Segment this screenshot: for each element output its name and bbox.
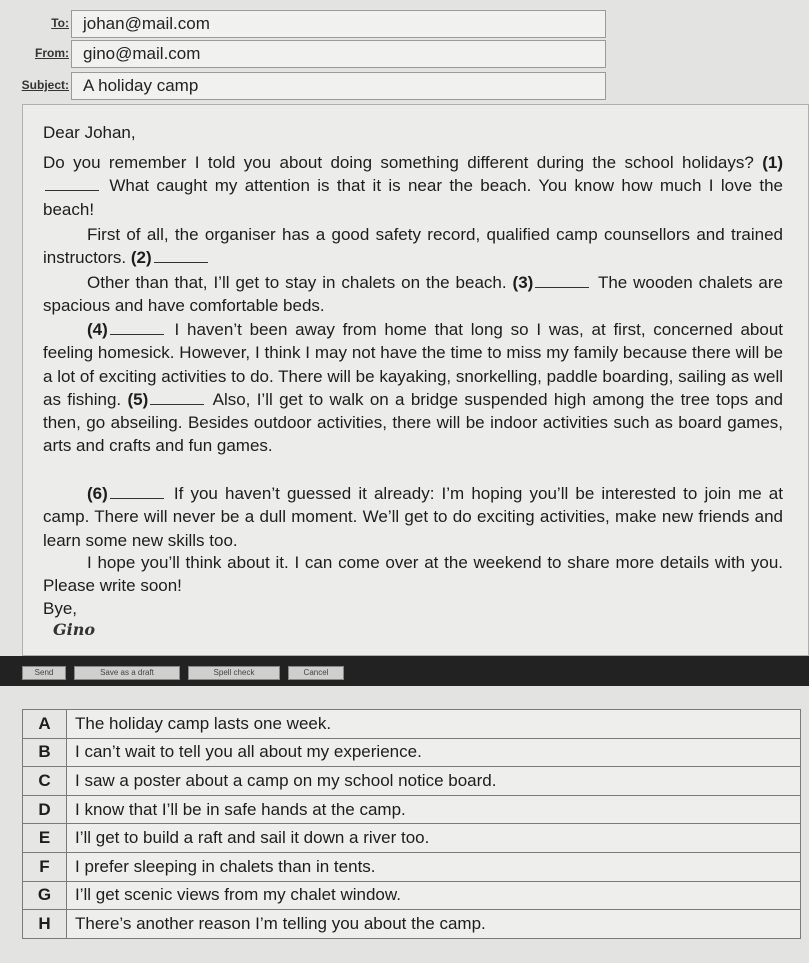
- gap-2-blank[interactable]: [154, 261, 208, 263]
- paragraph-3-text-a: Other than that, I’ll get to stay in chalets on the beach.: [87, 273, 507, 292]
- gap-1-blank[interactable]: [45, 189, 99, 191]
- option-letter: G: [23, 881, 67, 910]
- option-letter: B: [23, 738, 67, 767]
- paragraph-4-text-b: Also, I’ll get to walk on a bridge suspended high among the tree tops and then, go abseiling. Besides outdoor activities, there will be indoor activities such as board games, arts and crafts and fun games.: [43, 389, 783, 456]
- option-letter: C: [23, 767, 67, 796]
- subject-row: [0, 72, 809, 100]
- paragraph-4-text-a: I haven’t been away from home that long so I was, at first, concerned about feeling homesick. However, I think I may not have the time to miss my family because there will be a lot of exciting activities to do. There will be kayaking, snorkelling, paddle boarding, sailing as well as fishing.: [43, 320, 783, 409]
- subject-field[interactable]: A holiday camp: [71, 72, 606, 100]
- paragraph-3-text-b: The wooden chalets are spacious and have comfortable beds.: [43, 273, 783, 316]
- option-row: [23, 710, 801, 739]
- signature: Gino: [53, 620, 96, 639]
- subject-label: Subject:: [21, 78, 69, 92]
- gap-3-number: (3): [512, 273, 534, 292]
- option-text: I’ll get to build a raft and sail it down a river too.: [67, 824, 801, 853]
- gap-2-number: (2): [130, 248, 152, 268]
- option-row: [23, 767, 801, 796]
- paragraph-4: [43, 318, 783, 458]
- to-label: To:: [51, 16, 69, 30]
- from-label: From:: [35, 46, 69, 60]
- option-letter: D: [23, 795, 67, 824]
- option-row: [23, 795, 801, 824]
- gap-5-blank[interactable]: [150, 403, 204, 405]
- option-row: [23, 824, 801, 853]
- to-field[interactable]: johan@mail.com: [71, 10, 606, 38]
- from-row: [0, 40, 809, 68]
- gap-3-blank[interactable]: [535, 286, 589, 288]
- gap-6-number: (6): [87, 484, 108, 503]
- gap-4-number: (4): [87, 320, 108, 339]
- gap-5-number: (5): [127, 389, 149, 409]
- send-button[interactable]: Send: [22, 666, 66, 680]
- option-text: I saw a poster about a camp on my school notice board.: [67, 767, 801, 796]
- option-text: I can’t wait to tell you all about my experience.: [67, 738, 801, 767]
- option-row: [23, 852, 801, 881]
- greeting: Dear Johan,: [43, 123, 136, 142]
- gap-6-blank[interactable]: [110, 497, 164, 499]
- option-text: I prefer sleeping in chalets than in tents.: [67, 852, 801, 881]
- cancel-button[interactable]: Cancel: [288, 666, 344, 680]
- paragraph-5-text: If you haven’t guessed it already: I’m hoping you’ll be interested to join me at camp. There will never be a dull moment. We’ll get to do exciting activities, make new friends and learn some new skills too.: [43, 484, 783, 550]
- paragraph-2-text: First of all, the organiser has a good safety record, qualified camp counsellors and trained instructors.: [43, 225, 783, 268]
- paragraph-1-text-a: Do you remember I told you about doing something different during the school holidays?: [43, 153, 754, 172]
- option-row: [23, 738, 801, 767]
- option-text: I’ll get scenic views from my chalet window.: [67, 881, 801, 910]
- option-text: The holiday camp lasts one week.: [67, 710, 801, 739]
- paragraph-1: [43, 151, 783, 221]
- message-body[interactable]: [22, 104, 809, 656]
- email-toolbar: [0, 656, 809, 686]
- from-field[interactable]: gino@mail.com: [71, 40, 606, 68]
- option-letter: E: [23, 824, 67, 853]
- option-letter: F: [23, 852, 67, 881]
- option-text: I know that I’ll be in safe hands at the camp.: [67, 795, 801, 824]
- option-row: [23, 881, 801, 910]
- options-table: [22, 709, 801, 939]
- save-draft-button[interactable]: Save as a draft: [74, 666, 180, 680]
- paragraph-5: [43, 482, 783, 552]
- paragraph-2: [43, 223, 783, 270]
- option-letter: H: [23, 910, 67, 939]
- gap-1-number: (1): [762, 153, 783, 172]
- paragraph-1-text-b: What caught my attention is that it is near the beach. You know how much I love the beach!: [43, 176, 783, 219]
- to-row: [0, 10, 809, 38]
- spell-check-button[interactable]: Spell check: [188, 666, 280, 680]
- option-text: There’s another reason I’m telling you about the camp.: [67, 910, 801, 939]
- closing: Bye,: [43, 599, 78, 618]
- option-letter: A: [23, 710, 67, 739]
- paragraph-6: I hope you’ll think about it. I can come over at the weekend to share more details with you. Please write soon!: [43, 553, 783, 596]
- paragraph-3: [43, 271, 783, 318]
- gap-4-blank[interactable]: [110, 333, 164, 335]
- option-row: [23, 910, 801, 939]
